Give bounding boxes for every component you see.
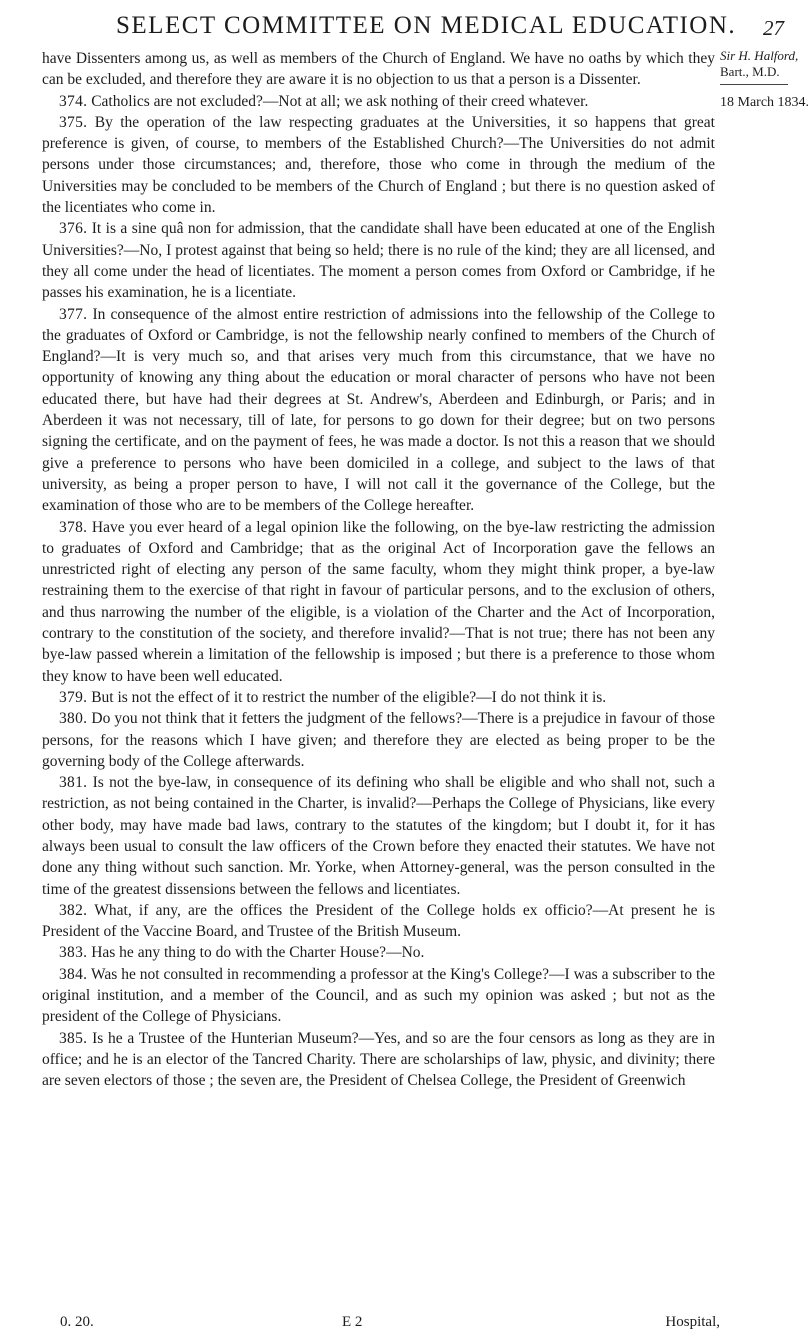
question-376 bbox=[42, 218, 715, 303]
margin-note bbox=[720, 48, 809, 111]
question-number: 379. bbox=[59, 688, 88, 706]
paragraph-text: It is a sine quâ non for admission, that the candidate shall have been educated at one of the English Universities?—No, I protest against that being so held; there is no rule of the kind; they are all licensed, and they all come under the head of licentiates. The moment a person comes from Oxford or Cambridge, if he passes his examination, he is a licentiate. bbox=[42, 220, 715, 302]
question-384 bbox=[42, 964, 715, 1028]
paragraph-text: Is he a Trustee of the Hunterian Museum?—Yes, and so are the four censors as long as they are in office; and he is an elector of the Tancred Charity. There are scholarships of law, physic, and divinity; there are seven electors of those ; the seven are, the President of Chelsea College, the President of Greenwich bbox=[42, 1029, 716, 1090]
page-footer bbox=[60, 1314, 720, 1334]
margin-rule bbox=[720, 84, 788, 85]
witness-name: Sir H. Halford, bbox=[720, 48, 799, 63]
witness-title: Bart., M.D. bbox=[720, 64, 780, 79]
question-377 bbox=[42, 304, 715, 517]
main-text bbox=[42, 48, 715, 1092]
question-number: 378. bbox=[59, 518, 88, 536]
question-385 bbox=[42, 1028, 715, 1092]
paragraph-text: Have you ever heard of a legal opinion like the following, on the bye-law restricting the admission to graduates of Oxford and Cambridge; that as the original Act of Incorporation gave the fellows an unrestricted right of electing any person of the same faculty, whom they might think proper, a bye-law restraining them to the exercise of that right in favour of particular persons, and to the exclusion of others, and thus narrowing the number of the eligible, is a violation of the Charter and the Act of Incorporation, contrary to the constitution of the society, and therefore invalid?—That is not true; there has not been any bye-law passed wherein a limitation of the fellowship is imposed ; but there is a preference to those whom they know to have been well educated. bbox=[42, 518, 715, 685]
question-374 bbox=[42, 91, 715, 112]
question-number: 375. bbox=[59, 113, 88, 131]
paragraph-text: In consequence of the almost entire restriction of admissions into the fellowship of the College to the graduates of Oxford or Cambridge, is not the fellowship nearly confined to members of the Church of England?—It is very much so, and that arises very much from this circumstance, that we have no opportunity of knowing any thing about the education or moral character of persons who have not been educated there, but have had their degrees at St. Andrew's, Aberdeen and Edinburgh, or Paris; and in Aberdeen it was not necessary, till of late, for persons to go down for their degree; but on two persons signing the certificate, and on the payment of fees, he was made a doctor. Is not this a reason that we should give a preference to persons who have been domiciled in a college, and subject to the laws of that university, as being a proper person to have, I will not call it the governance of the College, but the examination of those who are to be members of the College hereafter. bbox=[42, 305, 715, 515]
running-title: SELECT COMMITTEE ON MEDICAL EDUCATION. bbox=[116, 12, 737, 39]
question-number: 383. bbox=[59, 944, 88, 962]
page-header bbox=[0, 8, 800, 48]
paragraph-text: Do you not think that it fetters the judgment of the fellows?—There is a prejudice in favour of those persons, for the reasons which I have given; and therefore they are elected as being proper to be the governing body of the College afterwards. bbox=[42, 710, 716, 770]
page-number: 27 bbox=[763, 16, 784, 40]
question-380 bbox=[42, 708, 715, 772]
question-number: 374. bbox=[59, 92, 88, 110]
question-383 bbox=[42, 942, 715, 963]
paragraph-text: By the operation of the law respecting graduates at the Universities, it so happens that great preference is given, of course, to members of the Established Church?—The Universities do not admit persons under those circumstances; and, therefore, those who come in through the medium of the Universities may be concluded to be members of the Church of England ; but there is no question asked of the licentiates who come in. bbox=[42, 113, 715, 217]
question-number: 384. bbox=[59, 965, 88, 983]
question-number: 380. bbox=[59, 710, 88, 728]
catchword: Hospital, bbox=[665, 1314, 720, 1330]
signature-mark: 0. 20. bbox=[60, 1314, 94, 1330]
paragraph-text: Has he any thing to do with the Charter House?—No. bbox=[91, 944, 425, 962]
question-number: 377. bbox=[59, 305, 88, 323]
question-379 bbox=[42, 687, 715, 708]
paragraph-text: But is not the effect of it to restrict the number of the eligible?—I do not think it is. bbox=[91, 688, 607, 706]
question-number: 385. bbox=[59, 1029, 88, 1047]
paragraph-text: Catholics are not excluded?—Not at all; we ask nothing of their creed whatever. bbox=[91, 92, 589, 110]
question-381 bbox=[42, 772, 715, 900]
paragraph-text: Was he not consulted in recommending a professor at the King's College?—I was a subscriber to the original institution, and a member of the Council, and as such my opinion was asked ; but not as the president of the College of Physicians. bbox=[42, 965, 715, 1026]
question-number: 382. bbox=[59, 901, 88, 919]
paragraph-continuation bbox=[42, 48, 715, 91]
paragraph-text: have Dissenters among us, as well as members of the Church of England. We have no oaths by which they can be excluded, and therefore they are aware it is no objection to us that a person is a Dissenter. bbox=[42, 50, 715, 89]
paragraph-text: What, if any, are the offices the President of the College holds ex officio?—At present he is President of the Vaccine Board, and Trustee of the British Museum. bbox=[42, 901, 715, 941]
question-number: 376. bbox=[59, 220, 88, 238]
examination-date: 18 March 1834. bbox=[720, 95, 809, 110]
question-375 bbox=[42, 112, 715, 218]
gathering-signature: E 2 bbox=[342, 1314, 363, 1330]
question-382 bbox=[42, 900, 715, 943]
question-378 bbox=[42, 517, 715, 687]
question-number: 381. bbox=[59, 774, 88, 792]
paragraph-text: Is not the bye-law, in consequence of its defining who shall be eligible and who shall not, such a restriction, as not being contained in the Charter, is invalid?—Perhaps the College of Physicians, like every other body, may have made bad laws, contrary to the statutes of the kingdom; but I doubt it, for it has always been usual to consult the law officers of the Crown before they enacted their statutes. We have not done any thing without such sanction. Mr. Yorke, when Attorney-general, was the person consulted in the time of the greatest dissensions between the fellows and licentiates. bbox=[42, 774, 716, 898]
